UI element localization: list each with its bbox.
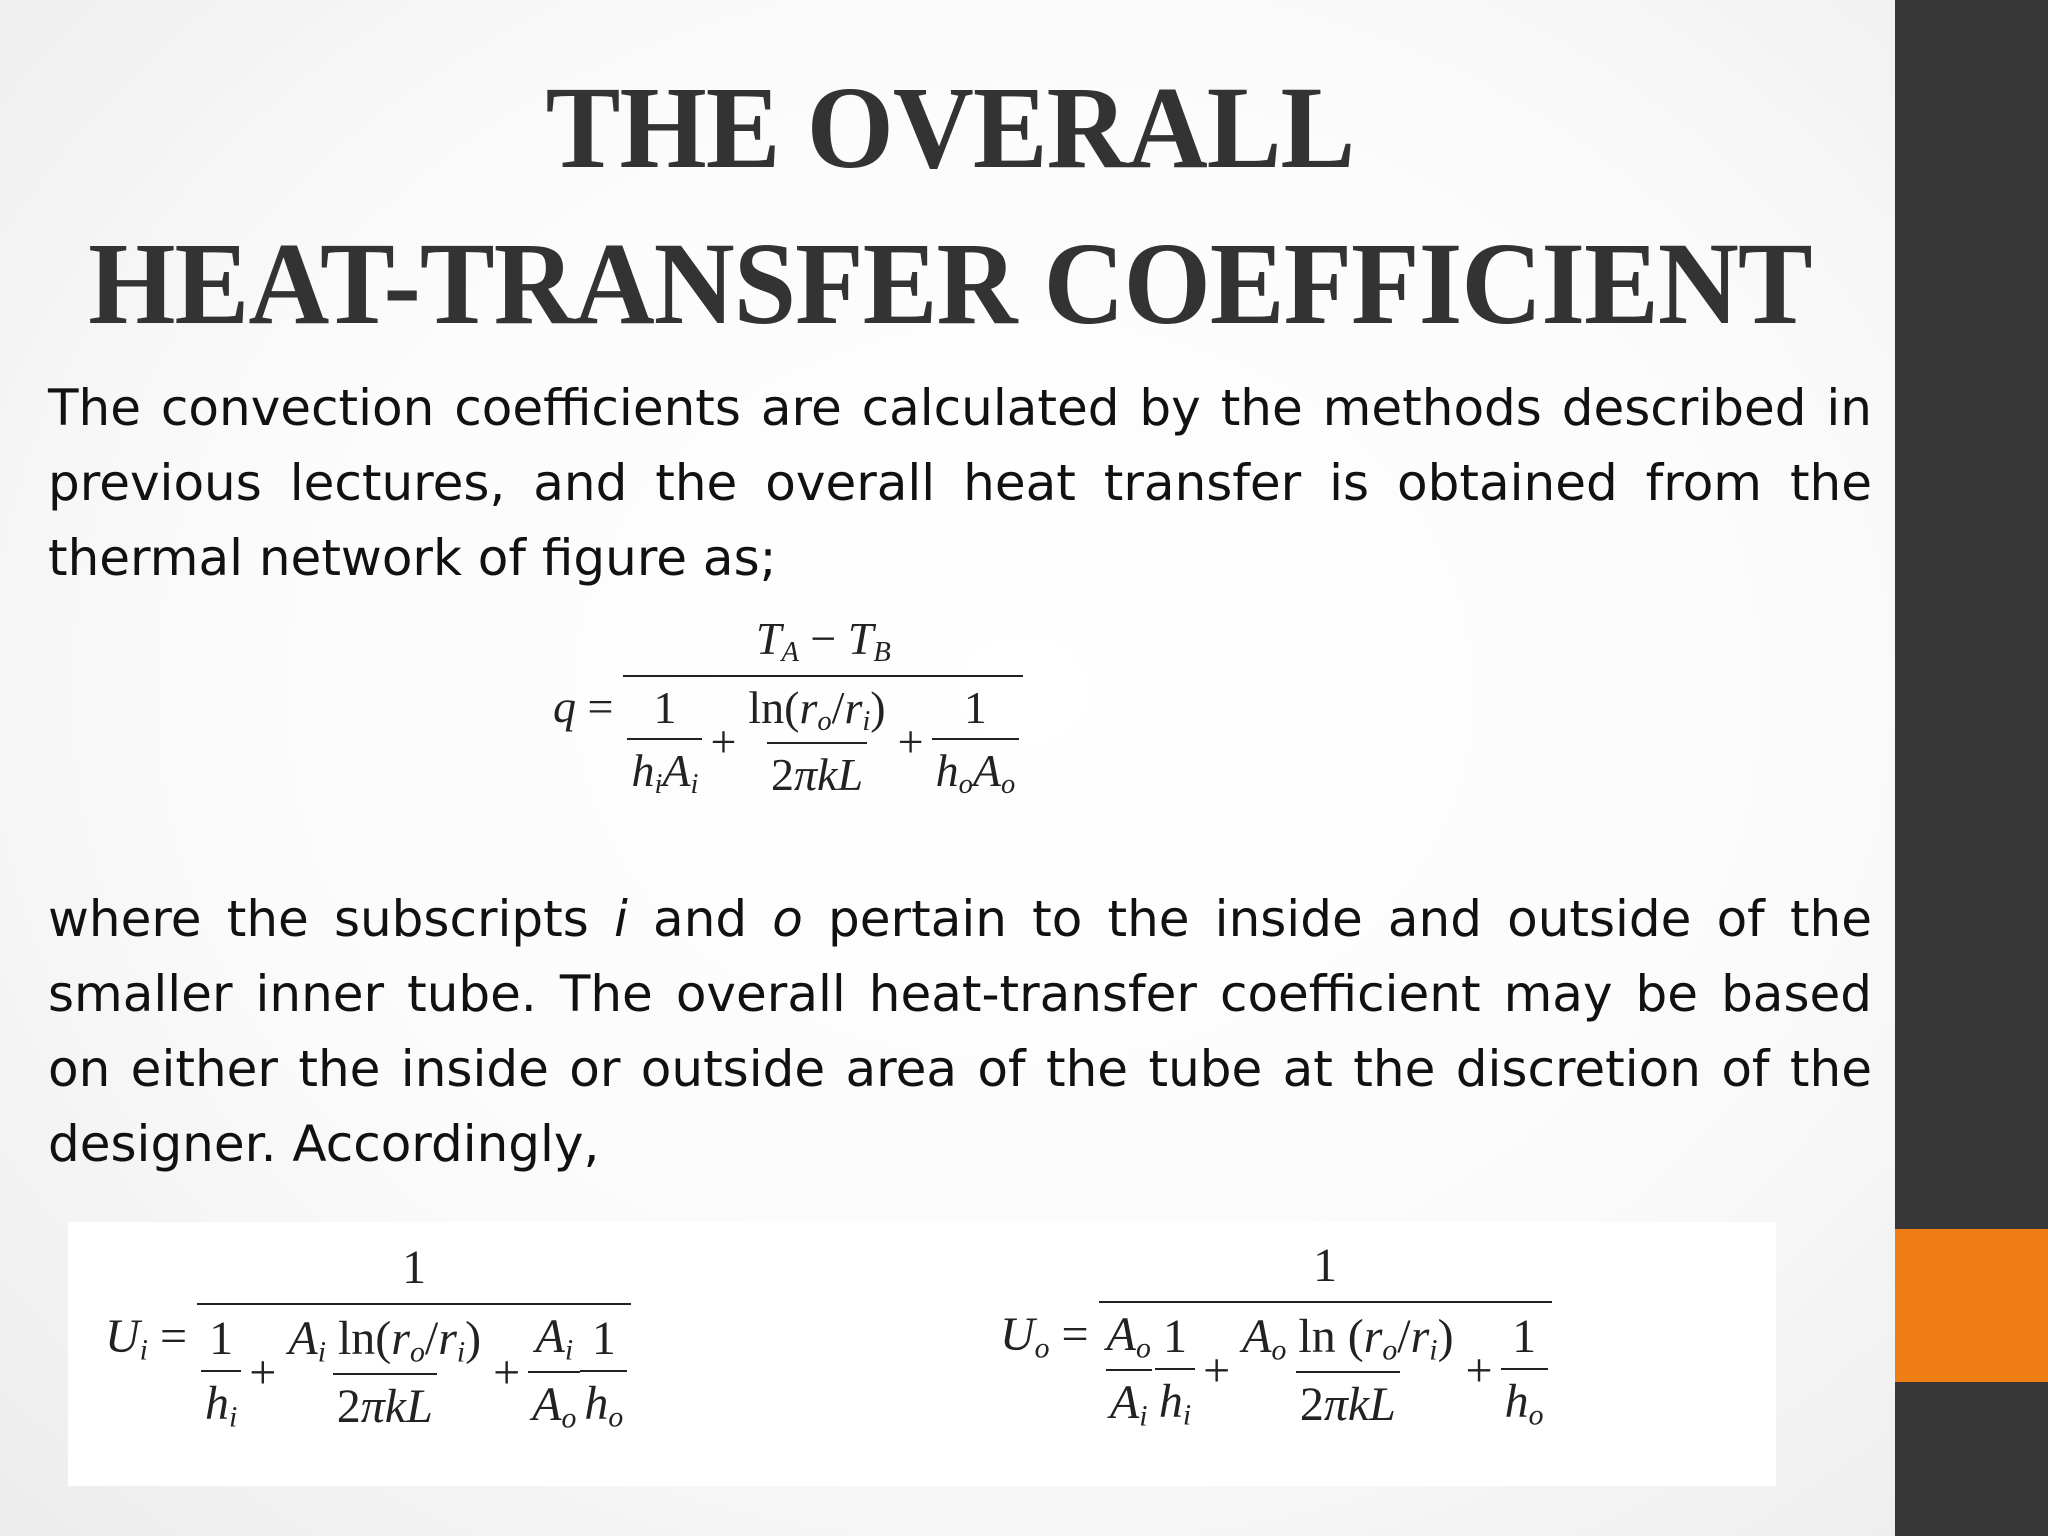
subscript-o-label: o [772,890,803,948]
title-line-2: HEAT-TRANSFER COEFFICIENT [88,218,1812,349]
heat-flow-equation: q = $T_A - T_B$ $\frac{1}{h_iA_i}$ + $\frac{\ln(r_o/r_i)}{\text{2πkL}}$ + $\frac{1}{h_oA_o}$ [553,612,1023,801]
subscript-i-label: i [613,890,628,948]
explanation-text-1: where the subscripts [48,890,614,948]
slide-title [86,50,1815,362]
intro-paragraph: The convection coefficients are calculated by the methods described in previous lectures, and the overall heat transfer is obtained from the thermal network of figure as; [48,379,1872,587]
ui-equation: $U_i$ = 1 $\frac{1}{h_i}$ + $\frac{A_i \ln(r_o/r_i)}{\text{2πkL}}$ + $\frac{A_i}{A_o}$ $\frac{1}{h_o}$ [105,1240,631,1436]
explanation-text-3: pertain to the inside and outside of the smaller inner tube. The overall heat-transfer coefficient may be based on either the inside or outside area of the tube at the discretion of the designer. Accordingly, [48,890,1873,1173]
title-line-1: THE OVERALL [545,62,1355,193]
side-accent-block [1895,1229,2048,1382]
explanation-text-2: and [627,890,773,948]
explanation-paragraph [48,882,1872,1182]
uo-equation: $U_o$ = 1 $\frac{A_o}{A_i}$ $\frac{1}{h_i}$ + $\frac{A_o \ln (r_o/r_i)}{\text{2πkL}}$ + $\frac{1}{h_o}$ [1000,1238,1552,1434]
